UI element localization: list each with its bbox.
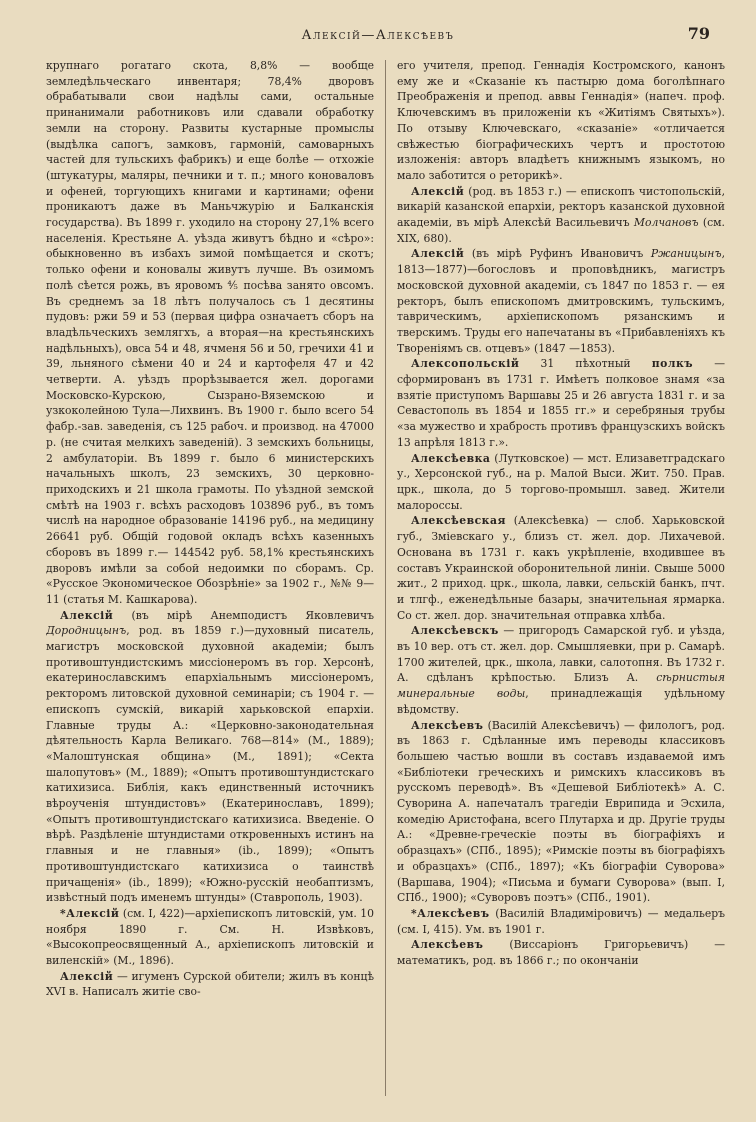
entry-text: (въ мірѣ Анемподистъ Яковлевичъ (113, 608, 374, 622)
entry-headword: Алексій (411, 247, 465, 261)
entry-headword: Алексѣевъ (411, 718, 484, 732)
entry-headword: Алексѣевъ (411, 938, 484, 952)
entry-headword: полкъ (651, 357, 694, 371)
entry-headword: Алексѣевская (411, 514, 506, 528)
right-column (397, 58, 725, 1098)
entry-text: — игуменъ Сурской обители; жилъ въ концѣ XVI в. Написалъ житіе сво- (46, 969, 374, 999)
column-divider (385, 60, 386, 1096)
article-entry (46, 608, 374, 906)
article-entry (46, 906, 374, 969)
entry-headword: Алексій (60, 608, 114, 622)
entry-text: (Виссаріонъ Григорьевичъ) —математикъ, род. въ 1866 г.; по окончаніи (397, 938, 725, 968)
entry-text: (въ мірѣ Руфинъ Ивановичъ (464, 247, 651, 261)
entry-text: крупнаго рогатаго скота, 8,8% — вообще земледѣльческаго инвентаря; 78,4% дворовъ обрабатывали свои надѣлы сами, остальные принанимали работниковъ или сдавали обработку земли на сторону. Развиты кустарные промыслы (выдѣлка сапогъ, замковъ, гармоній, самоварныхъ частей для тульскихъ фабрикъ) и еще болѣе — отхожіе (штукатуры, маляры, печники и т. п.; много коноваловъ и офеней, торгующихъ книгами и картинами; офени проникаютъ даже въ Маньчжурію и Балканскія государства). Въ 1899 г. уходило на сторону 27,1% всего населенія. Крестьяне А. уѣзда живутъ бѣдно и «сѣро»: обыкновенно въ избахъ зимой помѣщается и скотъ; только офени и коновалы живутъ лучше. Въ озимомъ полѣ сѣется рожь, въ яровомъ ⅘ посѣва занято овсомъ. Въ среднемъ за 18 лѣтъ получалось съ 1 десятины пудовъ: ржи 59 и 53 (первая цифра означаетъ сборъ на владѣльческихъ землягхъ, а вторая—на крестьянскихъ надѣльныхъ), овса 54 и 48, ячменя 56 и 50, гречихи 41 и 39, льняного сѣмени 40 и 24 и картофеля 47 и 42 четверти. А. уѣздъ прорѣзывается жел. дорогами Московско-Курскою, Сызрано-Вяземскою и узкоколейною Тула—Лихвинъ. Въ 1900 г. было всего 54 фабр.-зав. заведенія, съ 125 рабоч. и производ. на 47000 р. (не считая мелкихъ заведеній). 3 земскихъ больницы, 2 амбулаторіи. Въ 1899 г. было 6 министерскихъ начальныхъ школъ, 23 земскихъ, 30 церковно-приходскихъ и 21 школа грамоты. По уѣздной земской смѣтѣ на 1903 г. всѣхъ расходовъ 103896 руб., въ томъ числѣ на народное образованіе 14196 руб., на медицину 26641 руб. Общій годовой окладъ всѣхъ казенныхъ сборовъ въ 1899 г.— 144542 руб. 58,1% крестьянскихъ дворовъ имѣли за собой недоимки по сборамъ. Ср. «Русское Экономическое Обозрѣніе» за 1902 г., №№ 9—11 (статья М. Кашкарова). (46, 59, 374, 606)
article-entry (46, 58, 374, 608)
entry-headword: Алексопольскій (411, 357, 520, 371)
left-column (46, 58, 374, 1098)
article-entry (397, 513, 725, 623)
entry-text: 31 пѣхотный (519, 357, 652, 371)
entry-text: (см. XIX, 680). (397, 216, 725, 245)
article-entry (397, 623, 725, 717)
entry-text: (Василій Алексѣевичъ) — филологъ, род. въ 1863 г. Сдѣланные имъ переводы классиковъ большею частью вошли въ составъ издаваемой имъ «Библіотеки греческихъ и римскихъ классиковъ въ русскомъ переводѣ». Въ «Дешевой Библіотекѣ» А. С. Суворина А. напечаталъ трагедіи Еврипида и Эсхила, комедію Аристофана, всего Плутарха и др. Другіе труды А.: «Древне-греческіе поэты въ біографіяхъ и образцахъ» (СПб., 1895); «Римскіе поэты въ біографіяхъ и образцахъ» (СПб., 1897); «Къ біографіи Суворова» (Варшава, 1904); «Письма и бумаги Суворова» (вып. I, СПб., 1900); «Суворовъ поэтъ» (СПб., 1901). (397, 718, 725, 905)
article-entry (397, 356, 725, 450)
entry-italic-name: сѣрнистыя минеральные воды (397, 671, 725, 701)
entry-text: , род. въ 1859 г.)—духовный писатель, магистръ московской духовной академіи; былъ противоштундистскимъ миссіонеромъ въ гор. Херсонѣ, екатеринославскимъ епархіальнымъ миссіонеромъ, ректоромъ литовской духовной семинаріи; съ 1904 г. — епископъ сумскій, викарій харьковской епархіи. Главные труды А.: «Церковно-законодательная дѣятельность Карла Великаго. 768—814» (М., 1889); «Малоштунская община» (М., 1891); «Секта шалопутовъ» (М., 1889); «Опытъ противоштундистскаго катихизиса. Библія, какъ единственный источникъ вѣроученія штундистовъ» (Екатеринославъ, 1899); «Опытъ противоштундистскаго катихизиса. Введеніе. О вѣрѣ. Раздѣленіе штундистами откровенныхъ истинъ на главныя и не главныя» (ib., 1899); «Опытъ противоштундистскаго катихизиса о таинствѣ причащенія» (ib., 1899); «Южно-русскій необаптизмъ, извѣстный подъ именемъ штунды» (Ставрополь, 1903). (46, 624, 374, 905)
entry-headword: Алексій (411, 184, 465, 198)
entry-text: — пригородъ Самарской губ. и уѣзда, въ 10 вер. отъ ст. жел. дор. Смышляевки, при р. Самарѣ. 1700 жителей, црк., школа, лавки, салотопня. Въ 1732 г. А. сдѣланъ крѣпостью. Близъ А. (397, 624, 725, 685)
running-title: Алексій—Алексѣевъ (301, 28, 455, 43)
entry-text: (см. I, 422)—архіепископъ литовскій, ум. 10 ноября 1890 г. См. Н. Извѣковъ, «Высокопреосвященный А., архіепископъ литовскій и виленскій» (М., 1896). (46, 906, 374, 968)
article-entry (397, 451, 725, 514)
entry-text: , 1813—1877)—богословъ и проповѣдникъ, магистръ московской духовной академіи, съ 1847 по 1853 г. — ея ректоръ, былъ епископомъ дмитровскимъ, тульскимъ, таврическимъ, архіепископомъ рязанскимъ и тверскимъ. Труды его напечатаны въ «Прибавленіяхъ къ Твореніямъ св. отцевъ» (1847 —1853). (397, 247, 725, 355)
entry-text: , принадлежащія удѣльному вѣдомству. (397, 687, 725, 716)
entry-headword: *Алексѣевъ (411, 906, 490, 920)
article-entry (397, 184, 725, 247)
entry-text: (Василій Владиміровичъ) — медальеръ (см. I, 415). Ум. въ 1901 г. (397, 906, 725, 936)
entry-text: (Алексѣевка) — слоб. Харьковской губ., Зміевскаго у., близъ ст. жел. дор. Лихачевой. Основана въ 1731 г. какъ укрѣпленіе, входившее въ составъ Украинской оборонительной линіи. Свыше 5000 жит., 2 приход. црк., школа, лавки, сельскій банкъ, пчт. и тлгф., еженедѣльные базары, значительная ярмарка. Со ст. жел. дор. значительная отправка хлѣба. (397, 514, 725, 622)
entry-text: его учителя, препод. Геннадія Костромского, канонъ ему же и «Сказаніе къ пастырю дома боголѣпнаго Преображенія и препод. аввы Геннадія» (напеч. проф. Ключевскимъ въ приложеніи къ «Житіямъ Святыхъ»). По отзыву Ключевскаго, «сказаніе» «отличается свѣжестью біографическихъ чертъ и простотою изложенія: авторъ владѣетъ книжнымъ языкомъ, но мало заботится о реторикѣ». (397, 59, 725, 182)
entry-text: (род. въ 1853 г.) — епископъ чистопольскій, викарій казанской епархіи, ректоръ казанской духовной академіи, въ мірѣ Алексѣй Васильевичъ (397, 184, 725, 230)
entry-italic-name: Молчановъ (633, 216, 699, 230)
entry-headword: Алексѣевка (411, 451, 491, 465)
article-entry (397, 937, 725, 968)
article-entry (46, 969, 374, 1000)
entry-italic-name: Ржаницынъ (650, 247, 722, 261)
page-number: 79 (687, 24, 710, 43)
page-header (0, 22, 756, 50)
entry-headword: Алексѣевскъ (411, 624, 499, 638)
article-entry (397, 718, 725, 906)
entry-text: (Лутковское) — мст. Елизаветградскаго у., Херсонской губ., на р. Малой Выси. Жит. 750. Прав. црк., школа, до 5 торгово-промышл. завед. Жители малороссы. (397, 451, 725, 512)
article-entry (397, 906, 725, 937)
entry-headword: *Алексій (60, 906, 120, 920)
article-entry (397, 58, 725, 184)
article-entry (397, 246, 725, 356)
entry-text: —сформированъ въ 1731 г. Имѣетъ полковое знамя «за взятіе приступомъ Варшавы 25 и 26 августа 1831 г. и за Севастополь въ 1854 и 1855 гг.» и серебряныя трубы «за мужество и храбрость противъ французскихъ войскъ 13 апрѣля 1813 г.». (397, 357, 725, 449)
entry-italic-name: Дородницынъ (46, 624, 127, 638)
entry-headword: Алексій (60, 969, 114, 983)
